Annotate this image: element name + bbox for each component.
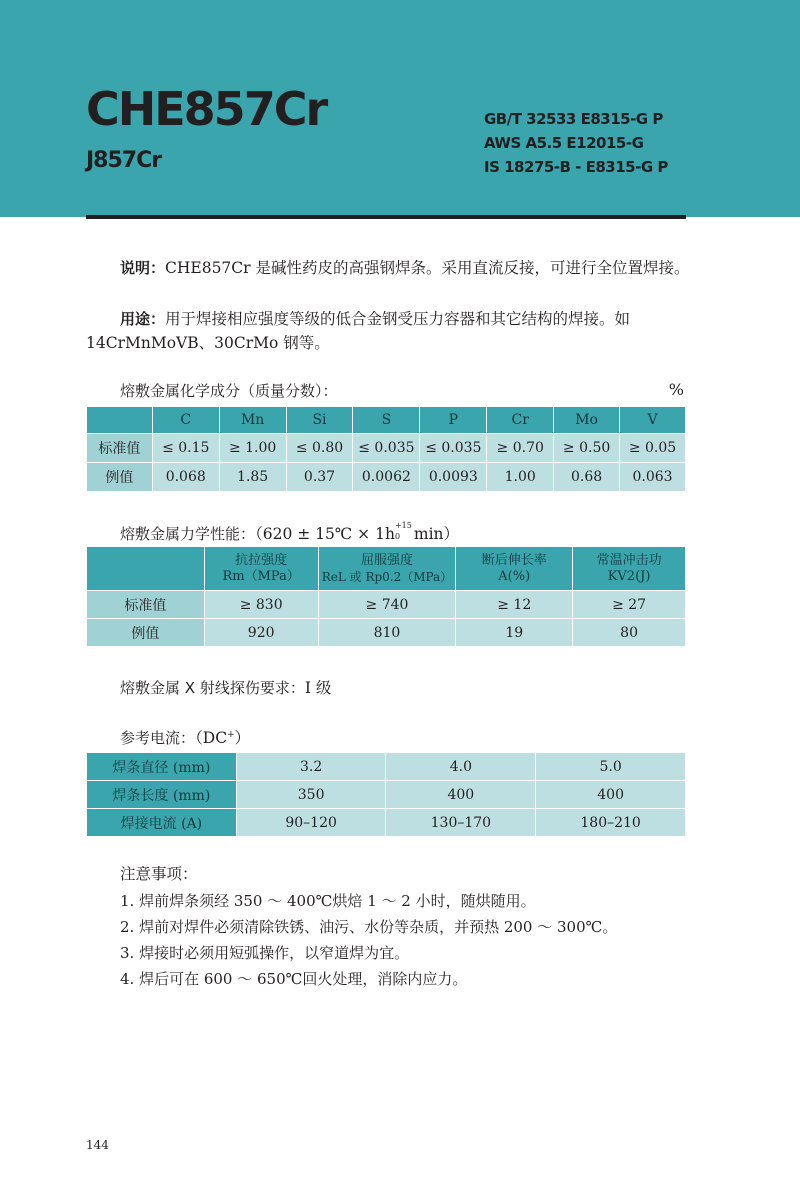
- table-cell: ≤ 0.035: [420, 434, 487, 463]
- table-cell: 0.37: [286, 463, 353, 492]
- table-row: [87, 753, 686, 781]
- mech-col-tensile: 抗拉强度 Rm（MPa）: [204, 547, 318, 591]
- table-cell: 0.0062: [353, 463, 420, 492]
- chemistry-title: 熔敷金属化学成分（质量分数）：: [120, 382, 338, 400]
- mechanical-title: 熔敷金属力学性能：（620 ± 15℃ × 1h +15 0 min）: [120, 521, 460, 543]
- table-cell: ≤ 0.035: [353, 434, 420, 463]
- table-cell: 3.2: [236, 753, 386, 781]
- xray-requirement: 熔敷金属 X 射线探伤要求：I 级: [120, 679, 332, 697]
- usage-paragraph: [86, 307, 691, 355]
- header-band: [0, 0, 800, 217]
- model-subtitle: J857Cr: [86, 148, 162, 173]
- chem-col-cr: Cr: [487, 407, 554, 434]
- standard-is: IS 18275-B - E8315-G P: [484, 158, 668, 176]
- table-cell: 0.068: [152, 463, 219, 492]
- table-cell: 350: [236, 781, 386, 809]
- standard-aws: AWS A5.5 E12015-G: [484, 134, 644, 152]
- chemistry-table: [86, 406, 686, 492]
- table-cell: 5.0: [536, 753, 686, 781]
- mech-col-yield: 屈服强度 ReL 或 Rp0.2（MPa）: [318, 547, 456, 591]
- mech-col-empty: [87, 547, 205, 591]
- table-cell: ≤ 0.80: [286, 434, 353, 463]
- chem-col-si: Si: [286, 407, 353, 434]
- mech-col-impact: 常温冲击功 KV2(J): [573, 547, 686, 591]
- current-table: [86, 752, 686, 837]
- table-cell: 400: [386, 781, 536, 809]
- table-cell: 400: [536, 781, 686, 809]
- usage-text: 用于焊接相应强度等级的低合金钢受压力容器和其它结构的焊接。如 14CrMnMoVB、30CrMo 钢等。: [86, 310, 631, 352]
- mechanical-header-row: [87, 547, 686, 591]
- standard-gb: GB/T 32533 E8315-G P: [484, 110, 663, 128]
- table-cell: 0.063: [620, 463, 686, 492]
- table-cell: 1.85: [219, 463, 286, 492]
- row-label: 焊条直径 (mm): [87, 753, 237, 781]
- table-cell: 90–120: [236, 809, 386, 837]
- description-paragraph: [86, 256, 691, 280]
- table-cell: ≥ 12: [456, 591, 573, 619]
- table-row: [87, 809, 686, 837]
- chemistry-unit: %: [668, 380, 684, 399]
- description-text: CHE857Cr 是碱性药皮的高强钢焊条。采用直流反接，可进行全位置焊接。: [165, 259, 690, 277]
- description-label: 说明：: [120, 259, 166, 277]
- table-row: [87, 619, 686, 647]
- row-label: 焊接电流 (A): [87, 809, 237, 837]
- table-cell: ≥ 740: [318, 591, 456, 619]
- table-cell: 4.0: [386, 753, 536, 781]
- table-cell: 80: [573, 619, 686, 647]
- table-cell: 130–170: [386, 809, 536, 837]
- page-number: 144: [86, 1138, 109, 1152]
- chem-col-mo: Mo: [554, 407, 620, 434]
- table-cell: ≤ 0.15: [152, 434, 219, 463]
- chem-col-c: C: [152, 407, 219, 434]
- table-cell: 0.0093: [420, 463, 487, 492]
- table-cell: 920: [204, 619, 318, 647]
- header-rule: [86, 215, 686, 219]
- usage-label: 用途：: [120, 310, 166, 328]
- table-row: [87, 463, 686, 492]
- table-cell: ≥ 0.70: [487, 434, 554, 463]
- chem-col-0: [87, 407, 153, 434]
- table-cell: 0.68: [554, 463, 620, 492]
- row-label: 标准值: [87, 591, 205, 619]
- note-item: 4. 焊后可在 600 ～ 650℃回火处理，消除内应力。: [120, 970, 468, 988]
- chem-col-v: V: [620, 407, 686, 434]
- row-label: 例值: [87, 463, 153, 492]
- table-row: [87, 591, 686, 619]
- table-row: [87, 781, 686, 809]
- note-item: 1. 焊前焊条须经 350 ～ 400℃烘焙 1 ～ 2 小时，随烘随用。: [120, 892, 536, 910]
- model-title: CHE857Cr: [86, 82, 327, 136]
- table-cell: 19: [456, 619, 573, 647]
- current-title: 参考电流：（DC+）: [120, 729, 251, 747]
- table-cell: 180–210: [536, 809, 686, 837]
- note-item: 3. 焊接时必须用短弧操作，以窄道焊为宜。: [120, 944, 410, 962]
- heat-treatment-condition: （620 ± 15℃ × 1h +15 0 min）: [255, 521, 460, 543]
- table-cell: ≥ 27: [573, 591, 686, 619]
- xray-value: I 级: [304, 679, 332, 697]
- table-cell: ≥ 830: [204, 591, 318, 619]
- chemistry-header-row: [87, 407, 686, 434]
- row-label: 例值: [87, 619, 205, 647]
- row-label: 焊条长度 (mm): [87, 781, 237, 809]
- mech-col-elongation: 断后伸长率 A(%): [456, 547, 573, 591]
- notes-title: 注意事项：: [120, 865, 198, 883]
- row-label: 标准值: [87, 434, 153, 463]
- table-cell: 810: [318, 619, 456, 647]
- table-row: [87, 434, 686, 463]
- chem-col-mn: Mn: [219, 407, 286, 434]
- table-cell: ≥ 1.00: [219, 434, 286, 463]
- current-mode: （DC+）: [195, 729, 251, 747]
- chem-col-p: P: [420, 407, 487, 434]
- table-cell: 1.00: [487, 463, 554, 492]
- mechanical-table: [86, 546, 686, 647]
- note-item: 2. 焊前对焊件必须清除铁锈、油污、水份等杂质，并预热 200 ～ 300℃。: [120, 918, 618, 936]
- table-cell: ≥ 0.50: [554, 434, 620, 463]
- table-cell: ≥ 0.05: [620, 434, 686, 463]
- chem-col-s: S: [353, 407, 420, 434]
